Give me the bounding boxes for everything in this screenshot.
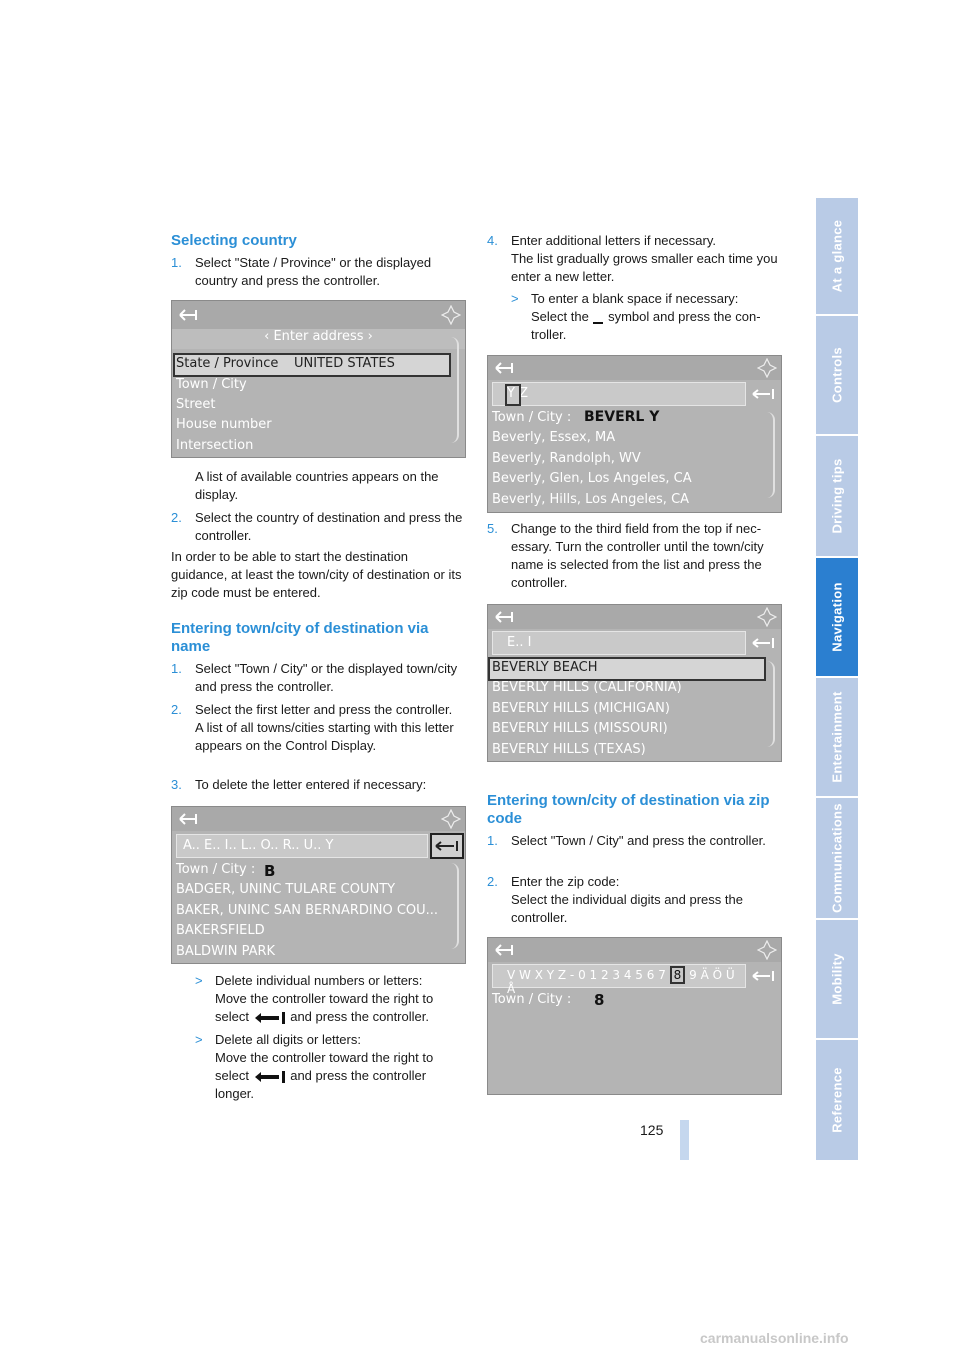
scrollbar[interactable] bbox=[765, 661, 775, 747]
tab-mobility[interactable]: Mobility bbox=[816, 920, 858, 1040]
screen-enter-address bbox=[171, 300, 466, 458]
list-item[interactable]: BAKERSFIELD bbox=[176, 923, 265, 938]
step-zip-2: 2. Enter the zip code: Select the individual digits and press the controller. bbox=[487, 874, 743, 925]
step-country-2: 2. Select the country of destination and press the controller. bbox=[171, 510, 463, 543]
heading-selecting-country: Selecting country bbox=[171, 232, 297, 249]
delete-arrow-icon bbox=[253, 1070, 287, 1084]
footer-link[interactable]: carmanualsonline.info bbox=[700, 1330, 849, 1346]
delete-arrow-icon[interactable] bbox=[750, 966, 778, 986]
letter-speller[interactable]: Y Z bbox=[492, 382, 746, 406]
digit-speller[interactable]: V W X Y Z - 0 1 2 3 4 5 6 7 8 9 Ä Ö Ü Å bbox=[492, 964, 746, 988]
paragraph-guidance: In order to be able to start the destination guidance, at least the town/city of destination or its zip code must be entered. bbox=[171, 549, 462, 600]
back-icon bbox=[178, 811, 200, 827]
step-name-3: 3. To delete the letter entered if necessary: bbox=[171, 777, 427, 792]
screen-town-list-beverl bbox=[487, 355, 782, 513]
row-house-number[interactable]: House number bbox=[176, 417, 272, 432]
screen-zip-code bbox=[487, 937, 782, 1095]
tab-at-a-glance[interactable]: At a glance bbox=[816, 198, 858, 316]
back-icon bbox=[178, 307, 200, 323]
step-zip-1: 1. Select "Town / City" and press the controller. bbox=[487, 833, 766, 848]
compass-icon bbox=[757, 940, 777, 960]
list-item[interactable]: BEVERLY HILLS (MICHIGAN) bbox=[492, 701, 670, 716]
step-country-1: 1. Select "State / Province" or the displayed country and press the controller. bbox=[171, 255, 432, 288]
tab-entertainment[interactable]: Entertainment bbox=[816, 678, 858, 798]
heading-via-name: Entering town/city of destination via name bbox=[171, 620, 429, 655]
compass-icon bbox=[441, 809, 461, 829]
scrollbar[interactable] bbox=[449, 863, 459, 949]
row-street[interactable]: Street bbox=[176, 397, 216, 412]
step-name-4: 4. Enter additional letters if necessary. The list gradually grows smaller each time you enter a new letter. bbox=[487, 233, 778, 284]
delete-arrow-icon[interactable] bbox=[750, 633, 778, 653]
town-city-label: Town / City : bbox=[492, 992, 572, 1007]
bullet-blank-space: > To enter a blank space if necessary: Select the symbol and press the controller. bbox=[511, 291, 761, 342]
entered-value: BEVERL Y bbox=[584, 409, 660, 425]
row-state-province: State / Province bbox=[176, 356, 279, 371]
tab-reference[interactable]: Reference bbox=[816, 1040, 858, 1162]
list-item[interactable]: BADGER, UNINC TULARE COUNTY bbox=[176, 882, 396, 897]
paragraph-country-list: A list of available countries appears on the display. bbox=[195, 469, 439, 502]
screen-title: ‹ Enter address › bbox=[172, 329, 465, 349]
letter-cursor bbox=[505, 384, 521, 406]
town-city-label: Town / City : bbox=[492, 410, 572, 425]
back-icon bbox=[494, 609, 516, 625]
list-item[interactable]: BALDWIN PARK bbox=[176, 944, 276, 959]
delete-arrow-icon bbox=[253, 1011, 287, 1025]
screen-town-list-b bbox=[171, 806, 466, 964]
compass-icon bbox=[757, 607, 777, 627]
bullet-delete-individual: > Delete individual numbers or letters: Move the controller toward the right to select and press the controller. bbox=[195, 973, 434, 1024]
compass-icon bbox=[757, 358, 777, 378]
page-marker bbox=[680, 1120, 689, 1160]
heading-via-zip: Entering town/city of destination via zip code bbox=[487, 792, 770, 827]
page-number: 125 bbox=[640, 1122, 664, 1138]
back-icon bbox=[494, 942, 516, 958]
list-item-selected: BEVERLY BEACH bbox=[492, 660, 598, 675]
tab-communications[interactable]: Communications bbox=[816, 798, 858, 920]
step-name-1: 1. Select "Town / City" or the displayed town/city and press the controller. bbox=[171, 661, 458, 694]
list-item[interactable]: Beverly, Essex, MA bbox=[492, 430, 616, 445]
tab-driving-tips[interactable]: Driving tips bbox=[816, 436, 858, 558]
entered-value: 8 bbox=[594, 991, 605, 1009]
step-name-2: 2. Select the first letter and press the controller. A list of all towns/cities starting with this letter appears on the Control Display. bbox=[171, 702, 454, 753]
row-intersection[interactable]: Intersection bbox=[176, 438, 254, 453]
list-item[interactable]: BEVERLY HILLS (TEXAS) bbox=[492, 742, 646, 757]
letter-speller[interactable]: E.. I bbox=[492, 631, 746, 655]
list-item[interactable]: BEVERLY HILLS (MISSOURI) bbox=[492, 721, 668, 736]
screen-beverly-list bbox=[487, 604, 782, 762]
tab-navigation[interactable]: Navigation bbox=[816, 558, 858, 678]
step-name-5: 5. Change to the third field from the top if necessary. Turn the controller until the town/city name is selected from the list and press the controller. bbox=[487, 521, 764, 590]
delete-button[interactable] bbox=[430, 833, 464, 859]
blank-space-icon bbox=[592, 311, 604, 325]
scrollbar[interactable] bbox=[765, 412, 775, 498]
list-item[interactable]: Beverly, Hills, Los Angeles, CA bbox=[492, 492, 690, 507]
selected-country-value: UNITED STATES bbox=[294, 356, 395, 371]
delete-arrow-icon bbox=[432, 835, 462, 857]
list-item[interactable]: Beverly, Glen, Los Angeles, CA bbox=[492, 471, 692, 486]
entered-value: B bbox=[264, 862, 276, 880]
row-town-city[interactable]: Town / City bbox=[176, 377, 247, 392]
compass-icon bbox=[441, 305, 461, 325]
bullet-delete-all: > Delete all digits or letters: Move the controller toward the right to select and press the controller longer. bbox=[195, 1032, 434, 1101]
back-icon bbox=[494, 360, 516, 376]
selected-digit: 8 bbox=[670, 966, 686, 984]
tab-controls[interactable]: Controls bbox=[816, 316, 858, 436]
town-city-label: Town / City : bbox=[176, 862, 256, 877]
list-item[interactable]: BAKER, UNINC SAN BERNARDINO COU... bbox=[176, 903, 439, 918]
delete-arrow-icon[interactable] bbox=[750, 384, 778, 404]
letter-speller[interactable]: A.. E.. I.. L.. O.. R.. U.. Y bbox=[176, 834, 428, 858]
list-item[interactable]: Beverly, Randolph, WV bbox=[492, 451, 641, 466]
scrollbar[interactable] bbox=[449, 337, 459, 443]
list-item[interactable]: BEVERLY HILLS (CALIFORNIA) bbox=[492, 680, 682, 695]
